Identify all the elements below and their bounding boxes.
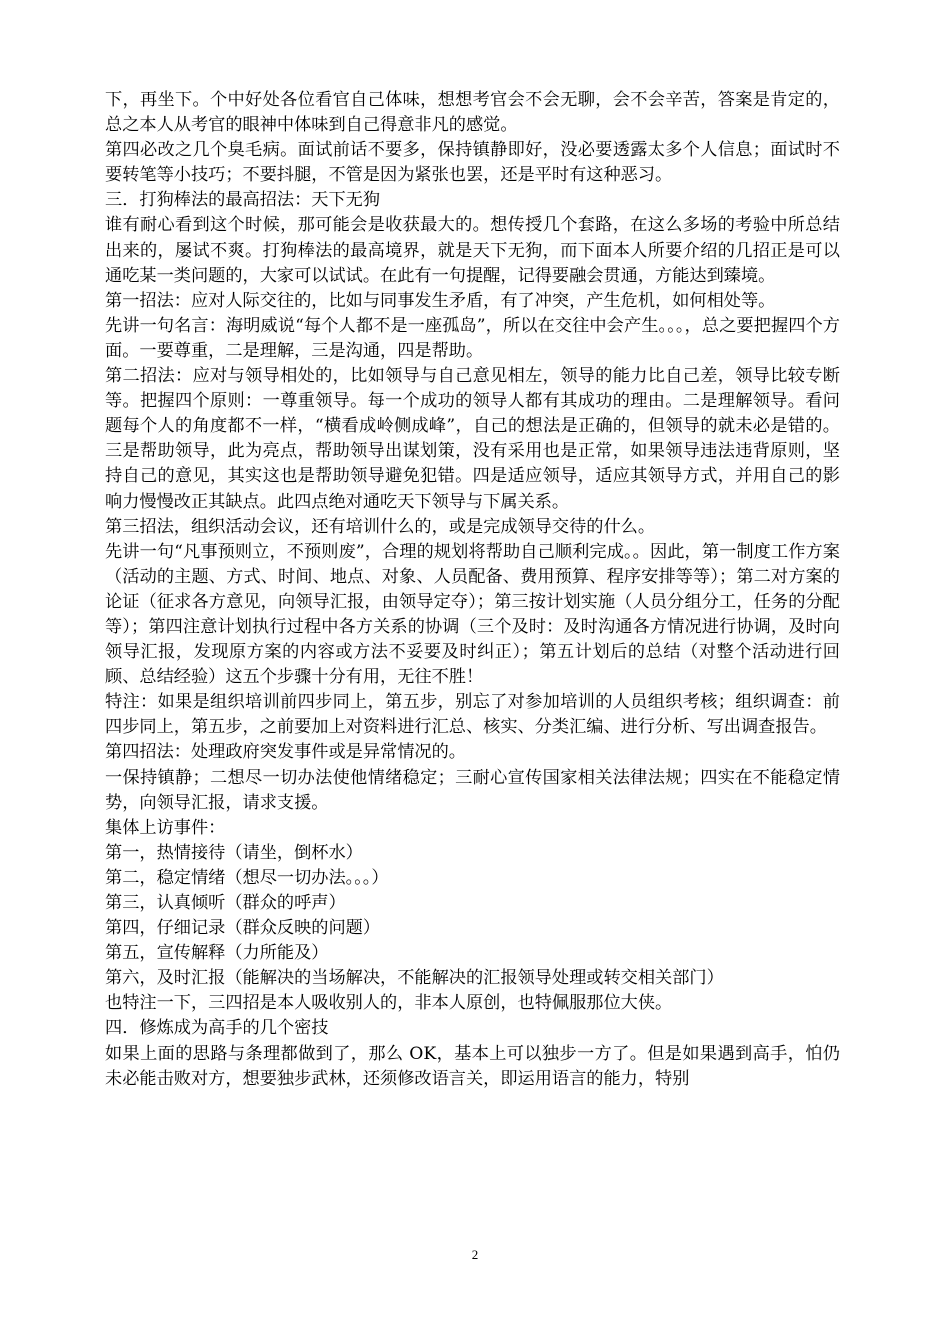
list-item: 第三，认真倾听（群众的呼声）	[105, 893, 346, 913]
paragraph: 一保持镇静；二想尽一切办法使他情绪稳定；三耐心宣传国家相关法律法规；四实在不能稳定情势，向领导汇报，请求支援。	[105, 767, 840, 813]
paragraph: 先讲一句名言：海明威说“每个人都不是一座孤岛”，所以在交往中会产生。。。，总之要把握四个方面。一要尊重，二是理解，三是沟通，四是帮助。	[105, 315, 840, 361]
paragraph: 集体上访事件：	[105, 817, 226, 838]
list-item: 第五，宣传解释（力所能及）	[105, 943, 329, 964]
paragraph: 第四必改之几个臭毛病。面试前话不要多，保持镇静即好，没必要透露太多个人信息；面试时不要转笔等小技巧；不要抖腿，不管是因为紧张也罢，还是平时有这种恶习。	[105, 140, 840, 186]
list-item: 第一，热情接待（请坐，倒杯水）	[105, 842, 363, 863]
paragraph: 也特注一下，三四招是本人吸收别人的，非本人原创，也特佩服那位大侠。	[105, 993, 673, 1014]
paragraph: 第四招法：处理政府突发事件或是异常情况的。	[105, 742, 466, 763]
paragraph: 先讲一句“凡事预则立，不预则废”，合理的规划将帮助自己顺利完成。。因此，第一制度工作方案（活动的主题、方式、时间、地点、对象、人员配备、费用预算、程序安排等等）；第二对方案的论证（征求各方意见，向领导汇报，由领导定夺）；第三按计划实施（人员分组分工，任务的分配等）；第四注意计划执行过程中各方关系的协调（三个及时：及时沟通各方情况进行协调，及时向领导汇报，发现原方案的内容或方法不妥要及时纠正）；第五计划后的总结（对整个活动进行回顾、总结经验）这五个步骤十分有用，无往不胜！	[105, 541, 840, 688]
paragraph: 谁有耐心看到这个时候，那可能会是收获最大的。想传授几个套路，在这么多场的考验中所总结出来的，屡试不爽。打狗棒法的最高境界，就是天下无狗，而下面本人所要介绍的几招正是可以通吃某一类问题的，大家可以试试。在此有一句提醒，记得要融会贯通，方能达到臻境。	[105, 215, 840, 286]
paragraph: 如果上面的思路与条理都做到了，那么 OK，基本上可以独步一方了。但是如果遇到高手，怕仍未必能击败对方，想要独步武林，还须修改语言关，即运用语言的能力，特别	[105, 1043, 840, 1089]
section-heading: 四．修炼成为高手的几个密技	[105, 1018, 329, 1039]
paragraph: 特注：如果是组织培训前四步同上，第五步，别忘了对参加培训的人员组织考核；组织调查：前四步同上，第五步，之前要加上对资料进行汇总、核实、分类汇编、进行分析、写出调查报告。	[105, 692, 840, 738]
page-number: 2	[471, 1247, 479, 1262]
list-item: 第四，仔细记录（群众反映的问题）	[105, 918, 381, 939]
list-item: 第二，稳定情绪（想尽一切办法。。。）	[105, 867, 389, 888]
paragraph: 第三招法，组织活动会议，还有培训什么的，或是完成领导交待的什么。	[105, 516, 656, 537]
list-item: 第六，及时汇报（能解决的当场解决，不能解决的汇报领导处理或转交相关部门）	[105, 968, 724, 989]
paragraph: 第二招法：应对与领导相处的，比如领导与自己意见相左，领导的能力比自己差，领导比较专断等。把握四个原则：一尊重领导。每一个成功的领导人都有其成功的理由。二是理解领导。看问题每个人的角度都不一样，“横看成岭侧成峰”，自己的想法是正确的，但领导的就未必是错的。三是帮助领导，此为亮点，帮助领导出谋划策，没有采用也是正常，如果领导违法违背原则，坚持自己的意见，其实这也是帮助领导避免犯错。四是适应领导，适应其领导方式，并用自己的影响力慢慢改正其缺点。此四点绝对通吃天下领导与下属关系。	[105, 366, 840, 512]
document-body	[105, 88, 840, 1092]
paragraph: 下，再坐下。个中好处各位看官自己体味，想想考官会不会无聊，会不会辛苦，答案是肯定的，总之本人从考官的眼神中体味到自己得意非凡的感觉。	[105, 90, 840, 136]
paragraph: 第一招法：应对人际交往的，比如与同事发生矛盾，有了冲突，产生危机，如何相处等。	[105, 290, 776, 311]
section-heading: 三．打狗棒法的最高招法：天下无狗	[105, 190, 381, 211]
